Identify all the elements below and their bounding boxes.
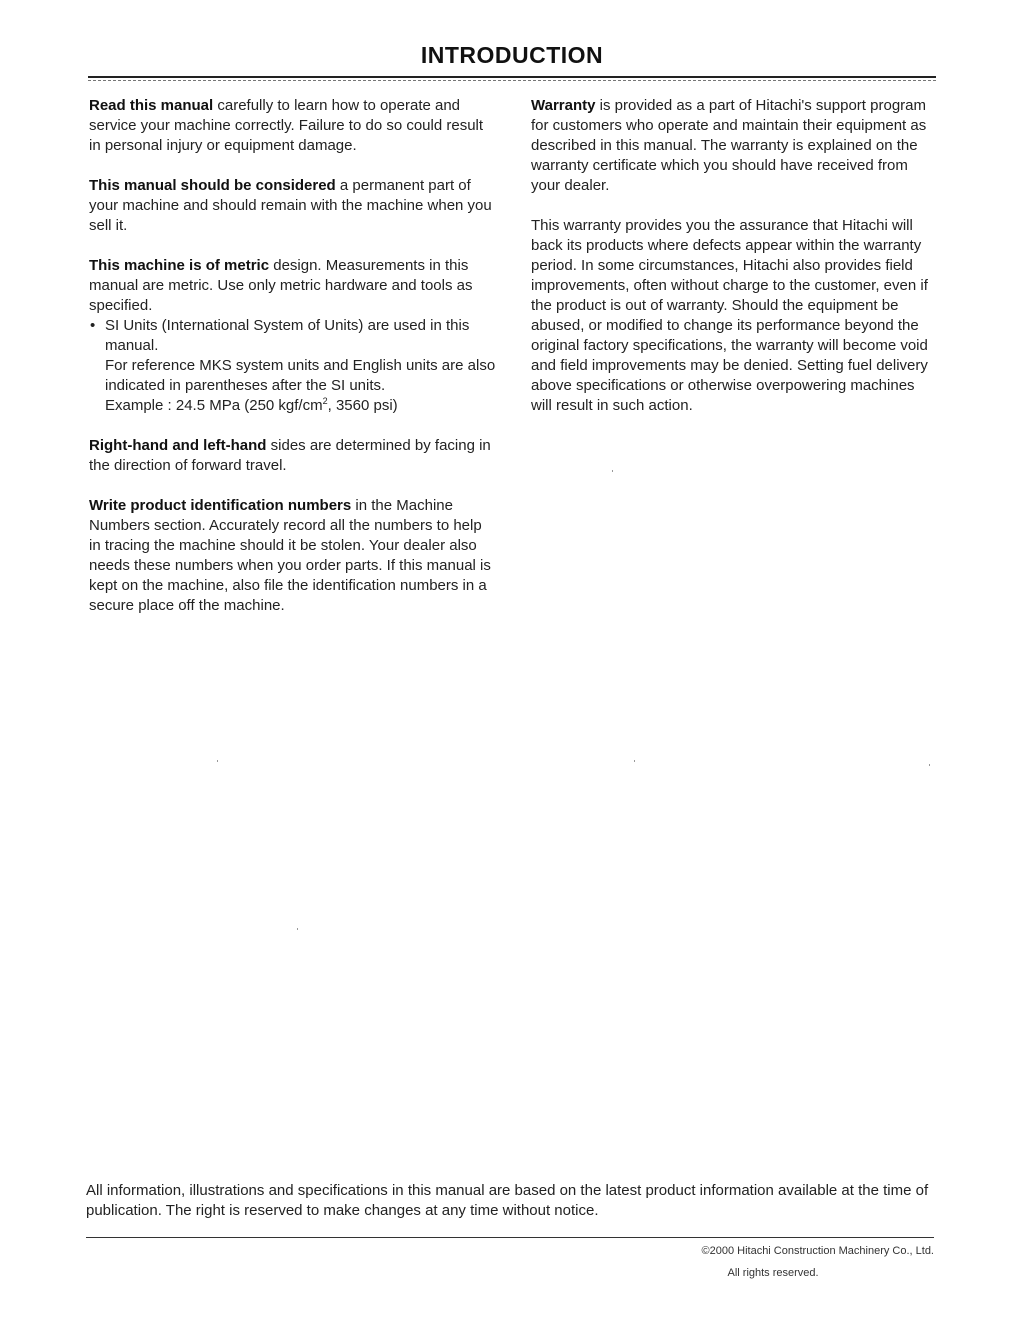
rights-line: All rights reserved.: [727, 1267, 819, 1279]
paragraph-body: is provided as a part of Hitachi's support program for customers who operate and maintain their equipment as described in this manual. The warranty is explained on the warranty certificate which you should have received from your dealer.: [531, 97, 927, 194]
example-superscript: 2: [322, 396, 328, 406]
bullet-example: [89, 396, 497, 416]
footer-notice: All information, illustrations and specifications in this manual are based on the latest product information available at the time of publication. The right is reserved to make changes at any time without notice.: [86, 1182, 929, 1219]
scan-speck: [929, 764, 930, 766]
scan-speck: [297, 928, 298, 930]
title-divider: [88, 76, 936, 78]
paragraph-read-manual: [89, 96, 497, 156]
paragraph-identification-numbers: [89, 496, 497, 616]
paragraph-metric-design: [89, 256, 497, 416]
scan-speck: [217, 760, 218, 762]
paragraph-body: a permanent part of your machine and should remain with the machine when you sell it.: [89, 177, 492, 234]
paragraph-lead: Read this manual: [89, 97, 214, 114]
bullet-reference-units: For reference MKS system units and English units are also indicated in parentheses after the SI units.: [105, 357, 496, 394]
scan-speck: [634, 760, 635, 762]
scan-speck: [612, 470, 613, 472]
footer-divider: [86, 1237, 934, 1238]
paragraph-right-left-hand: [89, 436, 497, 476]
bullet-dot: •: [90, 317, 96, 334]
paragraph-lead: This manual should be considered: [89, 177, 336, 194]
example-prefix: Example : 24.5 MPa (250 kgf/cm: [105, 397, 323, 414]
example-suffix: , 3560 psi): [327, 397, 398, 414]
paragraph-lead: This machine is of metric: [89, 257, 270, 274]
right-column: [531, 96, 939, 436]
paragraph-body: sides are determined by facing in the direction of forward travel.: [89, 437, 491, 474]
paragraph-body: design. Measurements in this manual are metric. Use only metric hardware and tools as specified.: [89, 257, 473, 314]
bullet-si-units: [89, 316, 497, 356]
paragraph-lead: Right-hand and left-hand: [89, 437, 267, 454]
paragraph-permanent-part: [89, 176, 497, 236]
paragraph-warranty-assurance: This warranty provides you the assurance that Hitachi will back its products where defects appear within the warranty period. In some circumstances, Hitachi also provides field improvements, often without charge to the customer, even if the product is out of warranty. Should the equipment be abused, or modified to change its performance beyond the original factory specifications, the warranty will become void and field improvements may be denied. Setting fuel delivery above specifications or otherwise overpowering machines will result in such action.: [531, 217, 928, 414]
title-divider-secondary: [88, 80, 936, 81]
page-title: INTRODUCTION: [420, 42, 604, 68]
copyright-line: ©2000 Hitachi Construction Machinery Co., Ltd.: [701, 1245, 934, 1257]
paragraph-body: carefully to learn how to operate and service your machine correctly. Failure to do so could result in personal injury or equipment damage.: [89, 97, 484, 154]
paragraph-lead: Write product identification numbers: [89, 497, 352, 514]
copyright-block: [702, 1243, 935, 1281]
bullet-text: SI Units (International System of Units) are used in this manual.: [105, 317, 470, 354]
paragraph-body: in the Machine Numbers section. Accurately record all the numbers to help in tracing the machine should it be stolen. Your dealer also needs these numbers when you order parts. If this manual is kept on the machine, also file the identification numbers in a secure place off the machine.: [89, 497, 491, 614]
left-column: [89, 96, 497, 636]
paragraph-lead: Warranty: [531, 97, 596, 114]
paragraph-warranty: [531, 96, 939, 196]
